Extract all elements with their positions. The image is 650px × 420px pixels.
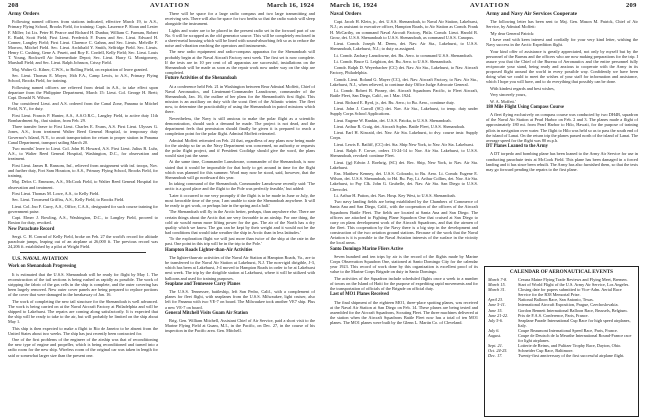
paragraph: Lieut. Richard E. Byrd, jr., det. Bu. Aero.; to Bu. Aero., continue duty. <box>334 99 455 105</box>
paragraph: First Lieut. James R. Ransom, Inf., relieved from assignment with inf. troops, Nov. and further duty, Fort Sam Houston, to A.S., Primary Flying School, Brooks Field, for training. <box>8 162 158 179</box>
paragraph: Brig. Gen. William Mitchell, Assistant Chief of Air Service, paid a short visit to the Marine Flying Field at Guam, M.I., in the Pacific, on Dec. 27, in the course of his inspection in the Pacific area. Gen. Mitchell. <box>165 318 315 334</box>
paragraph: Two navy landing fields are being established by the Chambers of Commerce of Santa Ana and San Diego, Calif., with the cooperation of the officers of the Aircraft Squadrons Battle Fleet. The fields are located at Santa Ana and San Diego. The officers are attached to Fighting Plane Squadron One that cruised at San Diego to carry on plans development work of the Aircraft Squadrons, and that the airmen of the fleet. This cooperation by the Navy there is a big step in the development and construction of the two aviation ground stations. Because of the work that the Naval Aviation is it is possible to the Naval Aviation interests of the surface in the vicinity the local areas. <box>330 199 478 246</box>
paragraph: Two months' leave to Lieut. Col. John H. Howard, A.S. First Lieut. Julius B. Luhr, A.S., to Walter Reed General Hospital, Washington, D.C., for observation and treatment. <box>8 146 158 162</box>
right-page-date: March 16, 1924 <box>330 2 378 9</box>
paragraph: Admiral Moffett reiterated on Feb. 24 that, regardless of any plans now being made for the airship so far as the Navy Department was concerned, no authority or requests the polar flight project, and if President Coolidge should give the word, the plans would start just the same. <box>165 137 315 159</box>
paragraph: Lt. Comdr. Bruce G. Leighton, det. Bu. Aero. to U.S.S. Shenandoah. <box>334 58 452 64</box>
section-heading: Naval Orders <box>330 11 362 17</box>
paragraph: Lieut. John J. Carroll (SC) det. Nav. Air Sta., Lakehurst, to temp. duty under Supply Corps School Applications. <box>330 106 478 117</box>
section-heading: Last of MO1 Planes Received <box>330 292 389 298</box>
calendar-list <box>488 277 635 359</box>
paragraph: Sec. Lieut. Townsend Griffiss, A.S., Kelly Field, to Brooks Field. <box>12 197 125 203</box>
naval-aviation-heading: U.S. NAVAL AVIATION <box>12 256 68 263</box>
column-4 <box>486 11 638 264</box>
calendar-date: August. <box>488 333 502 339</box>
paragraph: Sec. Lieut. Thomas E. Moyer, 16th F.A., Camp Lewis, to A.S., Primary Flying School, Brooks Field, for training. <box>8 73 158 84</box>
divider <box>20 252 146 253</box>
calendar-event: Lotterie de Reims, and Pulitzer Trophy Race, Dayton, Ohio. <box>518 343 622 349</box>
paragraph: One of the first problems of the engineer of the airship was that of reconditioning the new type of engine and propeller, which is being reconditioned and turned into a radio room for the new ship. Wireless room of the original car was taken in length for said or somewhat larger size than the present one. <box>8 337 158 358</box>
column-2 <box>165 11 315 416</box>
calendar-date: March 15. <box>488 282 506 288</box>
calendar-date: Dec. 17. <box>488 353 503 359</box>
calendar-event: Schneider Cup Race, Baltimore. <box>518 348 574 354</box>
calendar-event: Twenty-first anniversary of the first successful airplane flight. <box>518 353 625 359</box>
paragraph: At a conference held Feb. 21 in Washington between Rear Admiral Moffett, Chief of Naval Aeronautics, and Lieutenant-Commander Lansdowne, commander of the Shenandoah, Jan. 16, the outline of her plans for the Shenandoah's first flight. This mission is an auxiliary on duty with the scout fleet of the Atlantic winter. The fleet now, to determine the practicability of using the Shenandoah in patrol missions which there. <box>165 83 315 115</box>
paragraph: 'The Shenandoah will fly in the Arctic better, perhaps, than anywhere else. There are certain things about the Arctic that are very favorable to an airship. For one thing, the cold air would mean more lifting power for the gas. The air of the North has a dry quality which we know. The gas can be kept by their weight and it would not be the bad conditions that would take weather the ship in Arctic than in less latitudes.' <box>165 209 315 235</box>
calendar-date: Sept. 21. <box>488 343 503 349</box>
calendar-event: International Aircraft Exposition, Prague, Czechoslovakia. <box>518 302 619 308</box>
paragraph: There will be space for a large radio compass and two large transmitting and receiving sets. There will also be space for two berths so that the radio watch will sleep alongside the instrument. <box>165 11 315 27</box>
calendar-date: July 5-6. <box>488 317 504 323</box>
calendar-date: July 6. <box>488 327 500 333</box>
left-page-date: March 16, 1924 <box>267 2 315 9</box>
right-page-title: AVIATION <box>470 2 510 9</box>
paragraph: 'My dear General Patrick: <box>490 30 535 36</box>
calendar-event: Coupe de Deutsch de la Meurthe International Round-France race for light airplanes. <box>518 333 632 344</box>
section-heading: New Parachute Record <box>8 226 55 232</box>
paragraph: Following named officers from stations indicated, effective March 19, to A.S., Primary Flying School, Brooks Field, for training: Capts. Laurence P. Sloan and Lester F. Miller; 1st Lts. Peter H. Pearce and Richard H. Dunbar, William C. Farnum, Robert E. Rudd, Scott Field; First Lieut. Frederick F. Evans and Sec. Lieut. Edward H. Conner, Langley Field; First Lieut. Clarence C. Gahnn, and Sec. Lieuts. Melville F. Morrow, Mitchel Field. Sec. Lieut. Archibald Y. Smith, Selfridge Field. Sec. Lieuts. Henry C. Cushing, Gene A. Pruett, and Roy E. Cordell, Kelly Field; Sec. Lieut. Louis T. Young, Rockwell Air Intermediate Depot; Sec. Lieut. Harry G. Montgomery, Marshall Field; and Sec. Lieut. Ralph Johnson, Crissy Field. <box>8 19 158 66</box>
paragraph: Maj. Walter G. Kilner, C.W.S., to Bolling Field, on expiration of leave granted. <box>12 66 148 72</box>
paragraph: Lieut. Comdr. Joseph M. Deem, det. Nav. Air Sta., Lakehurst, to U.S.S. Shenandoah, Lakehurst, N.J.; to duty as assigned. <box>330 41 478 52</box>
paragraph: This ship is then expected to make a flight to Rio de Janeiro to be absent from the United States about two weeks. The ship has just recently been contracted for. <box>8 325 158 336</box>
paragraph: Three transfer leave to First Lieut. Charles E. Evans, A.S. First Lieut. Ulysses G. Jones, A.S., from treatment Walter Reed General Hospital, to temporary duty Governor's Island, N.Y., to await transportation for return to proper station in Panama Canal Department, transport sailing March 20. <box>8 124 158 145</box>
paragraph: The final shipment of the eighteen MO1, three-place spotting planes, was received at the Naval Air Station at San Diego on Feb. 14. These planes are being tested and assembled for the Aircraft Squadrons, Scouting Fleet. The three machines delivered at the station when the Aircraft Squadrons Battle Fleet now has a total of ten MO1 planes. The MO1 planes were built by the Glenn L. Martin Co. of Cleveland. <box>330 299 478 326</box>
paragraph: 'Later it occurred to me very promptly if the flight is to be made in June or July, the most favorable time of the year, I am unable to state the Shenandoah anywhere. It will be ready to get work, or perhaps late in the spring and a half.' <box>165 192 315 208</box>
paragraph: The new radio equipment and radio-compass apparatus for the Shenandoah will probably begin at the Naval Aircraft Factory next week. The first set is now complete. If the tests are in 10 per cent of all apparatus are successful, installations on the Shenandoah will be made as soon as the repair work now under way on the ship are completed. <box>165 49 315 76</box>
calendar-date: March 31. <box>488 287 506 293</box>
paragraph: Lieut. Eugene W. Rankin, det. U.S.S. Patoka, to U.S.S. Shenandoah. <box>334 117 452 123</box>
paragraph: Lieut. Arthur R. Craig, det. Aircraft Sqdns. Battle Fleet, U.S.S. Shenandoah. <box>334 123 466 129</box>
paragraph: Maj. Delos C. Emmons, A.S., McCook Field, to Walter Reed General Hospital for observation and treatment. <box>8 179 158 190</box>
paragraph: The work of completing the new tail structure for the Shenandoah is well advanced. The work is being carried on at the Naval Aircraft Factory at Philadelphia and will be shipped to Lakehurst. The repairs are coming along satisfactorily. It is expected that the ship will be ready to take to the air, but will probably be limited on the ship about May 1. <box>8 298 158 325</box>
paragraph: Capt. Jacob H. Klein, jr., det. U.S.S. Shenandoah, to Naval Air Station, Lakehurst, N.J.; as assistant to executive officer, Hampton Roads, to Air Station as Comdr. Frank H. McCarthy, on command Naval Aircraft Factory, Phila. Comdr. Lieut. Harold B. Grow, det. U.S.S. Shenandoah to U.S.S. Shenandoah, as command U.S.S. Canopus. <box>330 19 478 40</box>
calendar-title: CALENDAR OF AERONAUTICAL EVENTS <box>509 269 614 275</box>
section-heading: 180 Mile Flight Using Compass Course <box>486 104 564 110</box>
calendar-date: April 23. <box>488 297 504 303</box>
calendar-date: June 15. <box>488 307 503 313</box>
calendar-event: Prix de F.A.S. Conference, Paris, France. <box>518 312 589 318</box>
paragraph: Comdr. Ralph D. Weyerbacher (CC) det. Nav. Air Sta., Lakehurst, to Nav. Aircraft Factory, Philadelphia. <box>330 65 478 76</box>
paragraph: The U.S.S. Tennessee, battleship, left San Pedro, Calif., with a complement of planes for fleet flight, with seaplanes from the U.S.S. Milwaukee, light cruiser, also left for Panama with two VE-7 on board. The Milwaukee took another VE7 ship. Plus a new VE-7 on board. <box>165 289 315 310</box>
section-heading: General Mitchell Visits Guam Air Station <box>165 310 248 316</box>
paragraph: Lights and water are to be placed in the present radio set in the forward part of car No. 6 will be scrapped as the old generator source. This will be completely enclosed in a sheet-metal housing which will be lined with sound-absorbing felt so as to reduce the noise and vibration reaching the operators and instruments. <box>165 27 315 49</box>
calendar-entry <box>488 287 635 297</box>
calendar-entry <box>488 318 635 328</box>
paragraph: Seven hundred and ten trips by air is the record of the flights made by Marine Corps Observation Squadron One, stationed at Santo Domingo City for the calendar year 1923. This record of work done by this organization is excellent proof of its value to the Marine Corps Brigade on duty in Santo Domingo. <box>330 254 478 275</box>
paragraph: Ens. Matthew Kenney, det. U.S.S. Colorado, to Bu. Aero. Lt. Comdr. Eugene E. Wilson, det. U.S.S. Shenandoah, to Hd. Bu. Pay, Lt. Arthur Collins, det. Nav. Air Sta. Lakehurst, to Pay Clk. John G. Gruhelle, det. Nav. Air Sta. San Diego to U.S.S. Chevrolet. <box>330 171 478 192</box>
paragraph: Comdr. Lieut. Roland G. Mayer (CC), det. Nav. Aircraft Factory, to Nav. Air Sta., Lakehurst, N.J., when relieved, to continue duty Office Judge Advocate General. <box>330 76 478 87</box>
paragraph: The following letter has been sent to Maj. Gen. Mason M. Patrick, Chief of Air Service, by Admiral Moffett: <box>486 19 638 30</box>
paragraph: Lieut. (jg) Edwin J. Roehrig, (SC) det. Rec. Ship, New York, to Nav. Air Sta. Lakehurst. <box>330 159 478 170</box>
paragraph: It is estimated that the U.S.S. Shenandoah will be ready for flight by May 1. The reconstruction of the tail sections is being rushed as rapidly as possible. The work of stripping the fabric of the gas cells in the ship is complete, and the outer covering has been largely removed. New outer cover panels are being prepared to replace portions of the cover that were damaged in the breakaway of Jan. 16. <box>8 271 158 298</box>
left-page-title: AVIATION <box>150 2 190 9</box>
column-1 <box>8 11 158 416</box>
left-page-number: 208 <box>8 2 19 9</box>
calendar-event: Closing date for papers submitted to Vice-Adm. Aerial Race Service for the R38 Memorial Prize. <box>518 287 622 298</box>
paragraph: First Lieut. Francis P. Hunter, A.S., A.S.O.R.C., Langley Field, to active duty 11th Bombardment Sq., that station, from Feb. 29. <box>8 112 158 123</box>
section-heading: Seaplane and Tennessee Carry Planes <box>165 281 241 287</box>
paragraph: A fleet flying exclusively on compass course was conducted by two DH4B, squadron of the Naval Air Station at Pearl Harbor on Feb. 2 and 3. The planes made a flight of approximately 180 mi. from Pearl Harbor to Hilo, Hawaii, for the purpose of training pilots in navigation over water. The flight to Hilo was held so as to pass the south end of the island of Lanai. On the return trip the planes passed north of the island of Lanai. The average speed for the flight was 80 m.p.h. <box>486 112 638 143</box>
calendar-entry <box>488 353 635 358</box>
calendar-event: Coupe Beaumont International Speed Race, Paris, France. <box>518 327 618 333</box>
section-heading: Future Activities of the Shenandoah <box>165 76 237 82</box>
paragraph: Our considered Lieut. and A.S. ordered from the Canal Zone, Panama to Mitchel Field, N.Y., for duty. <box>8 101 158 112</box>
calendar-entry <box>488 333 635 343</box>
paragraph: Lieut. Ralph F. Crowe, orders 13-24-14 to Nav. Air Sta. Lakehurst, to U.S.S. Shenandoah, revoked: continue Fleet. <box>330 148 478 159</box>
calendar-date: Oct. 24-25. <box>488 348 508 354</box>
calendar-event: Cessna Maine Flying Trade Reviews and Flying Meet, Bremen. <box>518 277 628 282</box>
paragraph: With kindest regards and best wishes, <box>490 85 555 91</box>
calendar-event: Start of World Flight of the U.S. Army Air Service, Los Angeles. <box>518 282 630 288</box>
section-heading: Army Orders <box>8 11 40 17</box>
calendar-event: Gordon Bennett International Balloon Race, Brussels, Belgium. <box>518 307 628 313</box>
paragraph: Very sincerely yours, <box>490 92 527 98</box>
paragraph: Capt. Elmer J. Bowling, A.S., Washington, D.C., to Langley Field, proceed to Boston for duty, revoked. <box>8 215 158 226</box>
paragraph: The activities of the Squadron include scheduled flights once a week to a number of towns on the Island of Haiti for the purpose of expediting rapid movements and for the transportation of officials of the Brigade on official duty. <box>330 275 478 292</box>
section-heading: DT Planes Loaned to the Army <box>486 144 549 150</box>
section-heading: Army and Navy Air Services Cooperate <box>486 11 578 17</box>
paragraph: Your kind offer of assistance is greatly appreciated, not only by myself but by the personnel of the Bureau and the officers who are now making preparations for the trip. I assure you that the Chief of the Bureau of Aeronautics and the entire personnel fully reciprocate your stand, being ready and anxious to cooperate with the Army in its proposed flight around the world in every possible way. Confidently we have been doing what we could to meet the wishes of your staff for information and assistance, which I hope you will have, and to do everything that possibly can be done. <box>486 48 638 85</box>
paragraph: Nevertheless, the Navy is still anxious to make the polar flight as a scientific demonstration, should such a demand be made. The project is not dead, and the department feels that permission should finally be given it is prepared to reach a completion point for the polar flight. Admiral Moffett reiterated. <box>165 115 315 137</box>
calendar-date: June 5-11. <box>488 302 506 308</box>
paragraph: Lt. Comdr. Robert B. Pinney, det. Aircraft Squadrons Pacific, to Fleet Aircraft, Battle Fleet, San Diego, Calif., on 1 Mar. 1924. <box>330 88 478 99</box>
calendar-box <box>484 266 639 417</box>
section-heading: Work on Shenandoah Progressing <box>8 264 77 270</box>
paragraph: At the same time, Commander Lansdowne, commander of the Shenandoah, is now stated that it would be impossible for that body to get around in time for the flight which was planned for this summer. Word may now be stood, said, however, that the Shenandoah will go northward this year. <box>165 159 315 180</box>
paragraph: I have read with keen interest and cordially for your very kind letter, wishing the Navy success in the Arctic Expedition flight. <box>486 37 638 48</box>
calendar-event: Seaplane Parade International Cup Race for high speed airplanes, Italy. <box>518 317 631 328</box>
paragraph: Sergt. C. H. Conrad of Kelly Field, broke on Feb. 27 the world's record for altitude parachute jumps, leaping out of an airplane at 26,000 ft. The previous record was 24,206 ft. established by a pilot at Wright Field. <box>8 233 158 250</box>
section-heading: Santo Domingo Marine Fliers Active <box>330 246 404 252</box>
section-heading: Hampton Roads Lighter-than-Air Activities <box>165 247 253 253</box>
paragraph: In taking command of the Shenandoah, Commander Lansdowne recently said: 'The arctic is a good place and the flight to the Pole was perfectly feasible,' but added: <box>165 181 315 192</box>
right-page-number: 209 <box>626 2 637 9</box>
paragraph: Lieut. Col. Jno F. Curry, A.S., Office, C.A.S., designated for such course training for government paise. <box>8 203 158 214</box>
paragraph: 'To the exploration flight we will just more than twice of the ship at the rate in the past. One point in this trip will be in the trip to the Pole.' <box>165 236 315 247</box>
paragraph: Lieut. Earl H. Kincaid, det. Nav. Air Sta. Lakehurst, to dvy. course instr. Supply Corps. <box>330 130 478 141</box>
calendar-date: March 7-8. <box>488 277 508 282</box>
paragraph: Lt. Comdr. Zachary Lansdowne, det. Bu. Aero. to command U.S.S. Shenandoah. <box>334 52 473 58</box>
paragraph: Following named officers are relieved from detail in A.S., to take effect upon departure from the Philippine Department, March 15: Lieut. Col. George H. Brett; Capt. Donald N. Wilson. <box>8 84 158 100</box>
paragraph: First Lieut. Thomas M. Lowe, A.S., to Kelly Field. <box>12 190 100 196</box>
paragraph: A DT torpedo and bombing plane has been loaned to the Army Air Service for use in conducting parachute tests at McCook Field. This plane has been damaged in a forced landing and it has since been rebuilt. The Army has also furnished them, so that the tests may go forward pending the repairs to the first plane. <box>486 151 638 172</box>
paragraph: Lt. Arthur H. Patton, det. Nav. Hosp. Key West, to U.S.S. Shenandoah. <box>334 192 456 198</box>
calendar-date: June 21-22. <box>488 312 509 318</box>
column-3 <box>330 11 478 416</box>
paragraph: Lieut. Lewis E. Ratliff, (CC) det. Sta. Ship New York, to Nav. Air Sta. Lakehurst. <box>334 141 474 147</box>
calendar-event: National Balloon Race, San Antonio, Texas. <box>518 297 594 303</box>
signature: W. A. Moffett.' <box>490 98 516 104</box>
paragraph: The lighter-than-air activities of the Naval Air Station at Hampton Roads, Va., are to be transferred to the Naval Air Station at Lakehurst, N.J. The non-rigid dirigible, J-3, which has been at Lakehurst, J-4 moved to Hampton Roads in order to be at Lakehurst next week. The trip by the dirigible station at Lakehurst, where it will be utilized with balloons and used for training purposes. <box>165 255 315 281</box>
